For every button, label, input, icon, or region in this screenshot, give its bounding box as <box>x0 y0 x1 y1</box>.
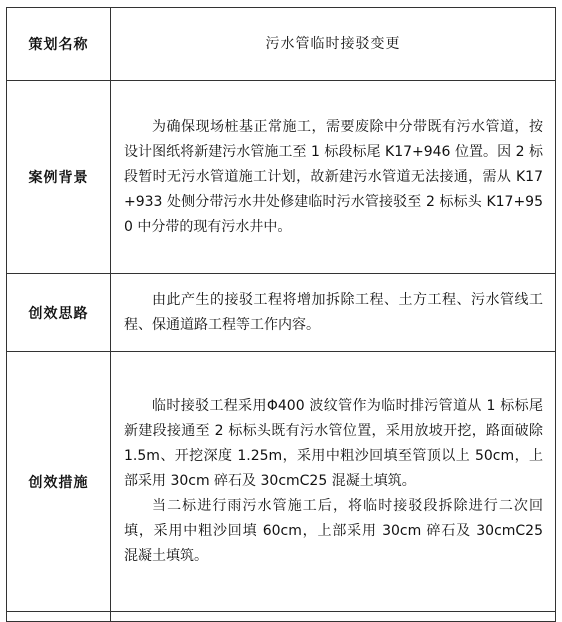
continuation-content-cell <box>111 612 556 622</box>
table-row-value-approach <box>7 274 556 352</box>
value-approach-text: 由此产生的接驳工程将增加拆除工程、土方工程、污水管线工程、保通道路工程等工作内容。 <box>124 291 543 333</box>
value-measures-label: 创效措施 <box>7 352 111 612</box>
value-measures-text-1: 临时接驳工程采用Φ400 波纹管作为临时排污管道从 1 标标尾新建段接通至 2 标标头既有污水管位置，采用放坡开挖，路面破除 1.5m、开挖深度 1.25m，采用中粗沙回填至管顶以上 50cm，上部采用 30cm 碎石及 30cmC25 混凝土填筑。 <box>124 398 543 489</box>
case-background-text: 为确保现场桩基正常施工，需要废除中分带既有污水管道，按设计图纸将新建污水管施工至 1 标段标尾 K17+946 位置。因 2 标段暂时无污水管道施工计划，故新建污水管道无法接通，需从 K17+933 处侧分带污水井处修建临时污水管接驳至 2 标标头 K17+950 中分带的现有污水井中。 <box>124 118 543 235</box>
plan-name-value: 污水管临时接驳变更 <box>111 8 556 81</box>
case-background-cell <box>111 81 556 274</box>
continuation-label-cell <box>7 612 111 622</box>
table-row-continuation <box>7 612 556 622</box>
table-row-plan-name <box>7 8 556 81</box>
table-row-case-background <box>7 81 556 274</box>
value-measures-text-2: 当二标进行雨污水管施工后，将临时接驳段拆除进行二次回填，采用中粗沙回填 60cm，上部采用 30cm 碎石及 30cmC25 混凝土填筑。 <box>124 498 543 564</box>
case-table <box>6 7 556 622</box>
value-approach-label: 创效思路 <box>7 274 111 352</box>
table-row-value-measures <box>7 352 556 612</box>
plan-name-label: 策划名称 <box>7 8 111 81</box>
case-background-label: 案例背景 <box>7 81 111 274</box>
value-approach-cell <box>111 274 556 352</box>
value-measures-cell <box>111 352 556 612</box>
